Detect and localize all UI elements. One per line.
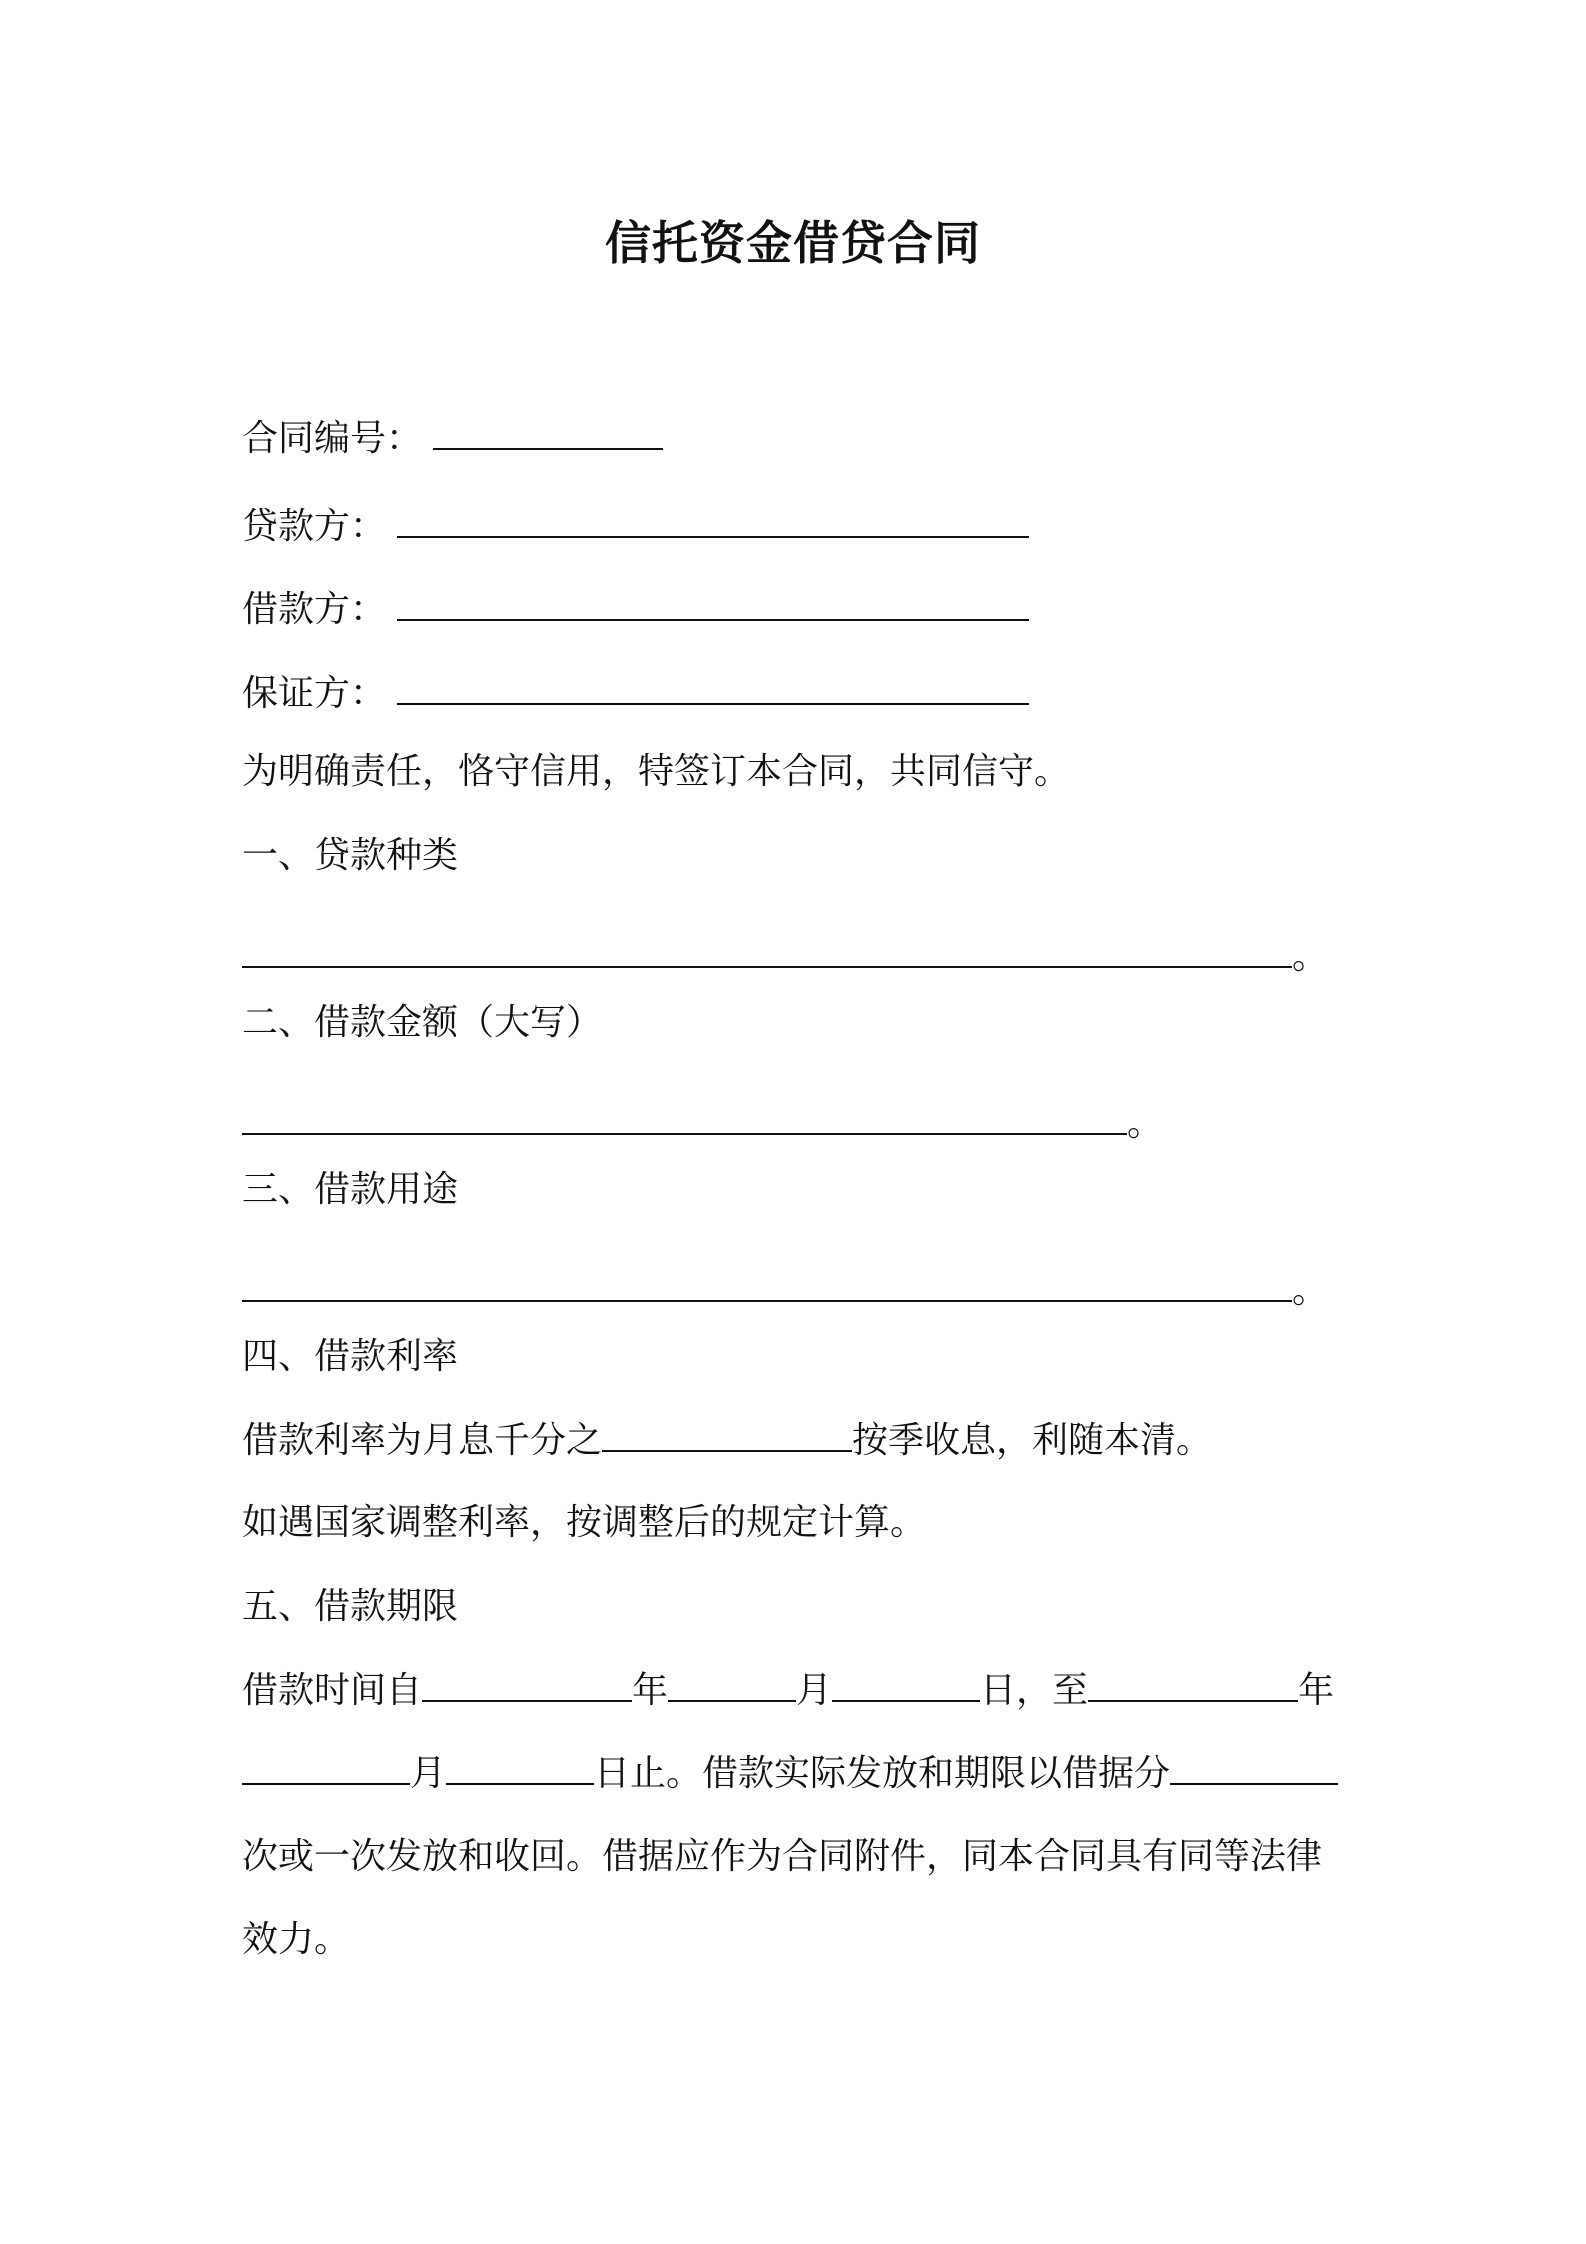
term-line-4: 效力。 [242,1919,351,1960]
term-end-month-label: 月 [410,1753,447,1794]
interest-rate-text-a: 借款利率为月息千分之 [242,1420,603,1461]
section2-heading: 二、借款金额（大写） [242,1002,603,1043]
loan-purpose-blank[interactable] [242,1264,1292,1302]
lender-label: 贷款方： [242,506,387,547]
end-day-blank[interactable] [446,1747,594,1785]
term-day-to-label: 日，至 [980,1670,1089,1711]
term-end-year-label: 年 [1298,1670,1335,1711]
term-text-from: 借款时间自 [242,1670,423,1711]
contract-number-line [242,412,663,465]
section3-fill-line [242,1264,1328,1317]
lender-line [242,500,1029,553]
section1-period: 。 [1292,936,1329,977]
document-title: 信托资金借贷合同 [605,216,981,270]
interest-adjust-text: 如遇国家调整利率，按调整后的规定计算。 [242,1502,927,1543]
guarantor-line [242,667,1029,720]
contract-number-label: 合同编号： [242,418,423,459]
borrower-label: 借款方： [242,589,387,630]
section1-fill-line [242,930,1328,983]
section3-period: 。 [1292,1270,1329,1311]
installments-blank[interactable] [1170,1747,1338,1785]
interest-rate-line [242,1414,1212,1467]
section1-heading: 一、贷款种类 [242,835,459,876]
guarantor-blank[interactable] [397,667,1029,705]
section4-heading: 四、借款利率 [242,1336,459,1377]
interest-rate-blank[interactable] [602,1414,852,1452]
borrower-blank[interactable] [397,583,1029,621]
start-month-blank[interactable] [668,1664,796,1702]
guarantor-label: 保证方： [242,673,387,714]
term-year-label: 年 [632,1670,669,1711]
lender-blank[interactable] [397,500,1029,538]
start-day-blank[interactable] [832,1664,980,1702]
loan-type-blank[interactable] [242,930,1292,968]
term-line-1 [242,1664,1334,1717]
loan-amount-blank[interactable] [242,1097,1127,1135]
borrower-line [242,583,1029,636]
section2-fill-line [242,1097,1163,1150]
term-line-3: 次或一次发放和收回。借据应作为合同附件，同本合同具有同等法律 [242,1836,1323,1877]
contract-number-blank[interactable] [433,412,663,450]
interest-rate-text-b: 按季收息，利随本清。 [852,1420,1213,1461]
section5-heading: 五、借款期限 [242,1586,459,1627]
end-year-blank[interactable] [1088,1664,1298,1702]
start-year-blank[interactable] [422,1664,632,1702]
term-month-label: 月 [796,1670,833,1711]
term-line-2 [242,1747,1338,1800]
end-month-blank[interactable] [242,1747,410,1785]
preamble-text: 为明确责任，恪守信用，特签订本合同，共同信守。 [242,751,1071,792]
section2-period: 。 [1127,1103,1164,1144]
section3-heading: 三、借款用途 [242,1169,459,1210]
term-end-text: 日止。借款实际发放和期限以借据分 [594,1753,1171,1794]
